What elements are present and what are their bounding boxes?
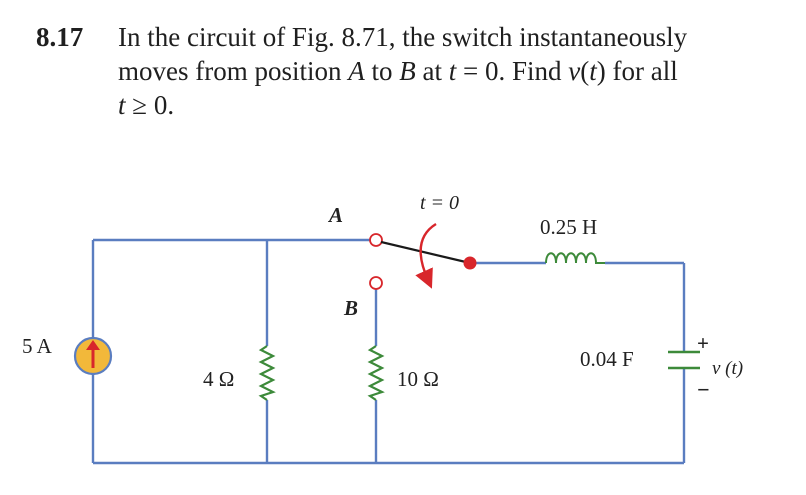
text-fragment: to [364,56,400,86]
text-fragment: ≥ 0. [125,90,175,120]
position-b-ref: B [399,56,416,86]
source-label: 5 A [22,334,52,358]
text-fragment: ( [580,56,590,86]
problem-line-1: In the circuit of Fig. 8.71, the switch instantaneously [118,22,688,52]
resistor-4-ohm [261,346,273,400]
r2-label: 10 Ω [397,367,439,391]
text-fragment: = 0. Find [456,56,569,86]
position-a-label: A [329,203,344,227]
problem-number: 8.17 [36,22,84,52]
switch-blade [381,242,470,263]
time-var: t [589,56,597,86]
current-source [75,338,111,374]
voltage-var: v [568,56,581,86]
text-fragment: ) for all [596,56,678,86]
voltage-label: v (t) [712,358,744,379]
minus-sign: − [697,377,710,402]
text-fragment: moves from position [118,56,349,86]
inductor-coil [546,253,605,263]
inductor-label: 0.25 H [540,215,598,239]
time-var: t [118,90,126,120]
contact-a [370,234,382,246]
position-a-ref: A [348,56,365,86]
r1-label: 4 Ω [203,367,235,391]
switch-pivot [464,257,477,270]
position-b-label: B [344,296,359,320]
time-var: t [448,56,457,86]
contact-b [370,277,382,289]
plus-sign: + [697,331,709,355]
resistor-10-ohm [370,346,382,400]
switch-time-label: t = 0 [420,192,460,214]
capacitor-label: 0.04 F [580,347,634,371]
text-fragment: at [415,56,449,86]
